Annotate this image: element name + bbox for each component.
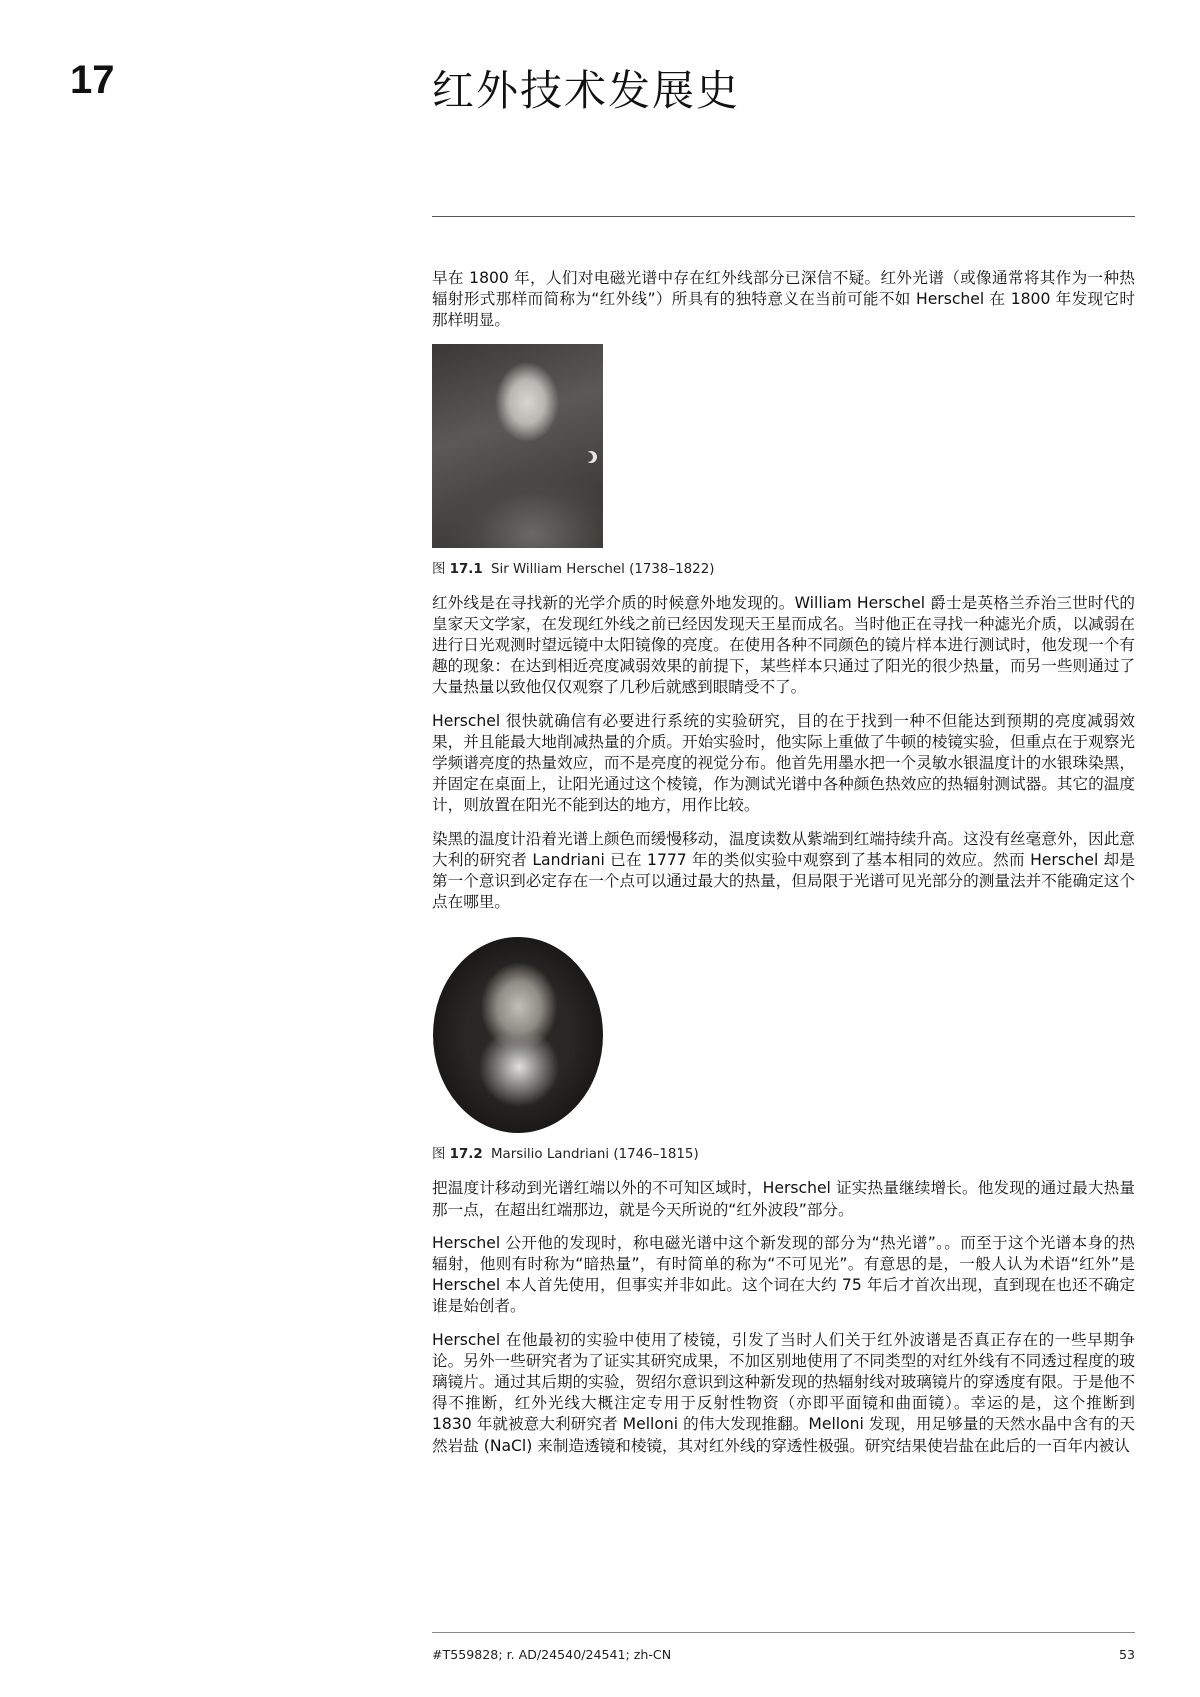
page-number: 53	[1118, 1647, 1135, 1662]
paragraph-intro: 早在 1800 年，人们对电磁光谱中存在红外线部分已深信不疑。红外光谱（或像通常将其作为一种热辐射形式那样而简称为“红外线”）所具有的独特意义在当前可能不如 Herschel 在 1800 年发现它时那样明显。	[432, 269, 1135, 330]
chapter-title: 红外技术发展史	[432, 66, 741, 115]
chapter-number: 17	[70, 58, 115, 102]
paragraph-thermometer: 染黑的温度计沿着光谱上颜色而缓慢移动，温度读数从紫端到红端持续升高。这没有丝毫意外，因此意大利的研究者 Landriani 已在 1777 年的类似实验中观察到了基本相同的效应。然而 Herschel 却是第一个意识到必定存在一个点可以通过最大的热量，但局限于光谱可见光部分的测量法并不能确定这个点在哪里。	[432, 829, 1135, 912]
figure-caption-1	[432, 561, 1135, 579]
figure-caption-text: Marsilio Landriani (1746–1815)	[490, 1147, 699, 1163]
title-divider	[432, 216, 1135, 217]
figure-number: 17.2	[449, 1147, 483, 1163]
footer-document-id: #T559828; r. AD/24540/24541; zh-CN	[432, 1647, 672, 1662]
portrait-herschel-image	[432, 344, 603, 548]
paragraph-prism-debate: Herschel 在他最初的实验中使用了棱镜，引发了当时人们关于红外波谱是否真正存在的一些早期争论。另外一些研究者为了证实其研究成果，不加区别地使用了不同类型的对红外线有不同透过程度的玻璃镜片。通过其后期的实验，贺绍尔意识到这种新发现的热辐射线对玻璃镜片的穿透度有限。于是他不得不推断，红外光线大概注定专用于反射性物资（亦即平面镜和曲面镜）。幸运的是，这个推断到 1830 年就被意大利研究者 Melloni 的伟大发现推翻。Melloni 发现，用足够量的天然水晶中含有的天然岩盐 (NaCl) 来制造透镜和棱镜，其对红外线的穿透性极强。研究结果使岩盐在此后的一百年内被认	[432, 1330, 1135, 1455]
figure-landriani	[432, 937, 1135, 1164]
footer-divider	[432, 1632, 1135, 1633]
portrait-landriani-image	[433, 937, 603, 1133]
figure-number: 17.1	[449, 561, 483, 577]
figure-label-prefix: 图	[432, 1147, 446, 1163]
figure-caption-text: Sir William Herschel (1738–1822)	[490, 561, 715, 577]
figure-caption-2	[432, 1146, 1135, 1164]
figure-label-prefix: 图	[432, 561, 446, 577]
paragraph-beyond-red: 把温度计移动到光谱红端以外的不可知区域时，Herschel 证实热量继续增长。他发现的通过最大热量那一点，在超出红端那边，就是今天所说的“红外波段”部分。	[432, 1179, 1135, 1219]
paragraph-terminology: Herschel 公开他的发现时，称电磁光谱中这个新发现的部分为“热光谱”。。而至于这个光谱本身的热辐射，他则有时称为“暗热量”，有时简单的称为“不可见光”。有意思的是，一般人认为术语“红外”是 Herschel 本人首先使用，但事实并非如此。这个词在大约 75 年后才首次出现，直到现在也还不确定谁是始创者。	[432, 1233, 1135, 1316]
main-content	[432, 268, 1135, 1469]
paragraph-experiment: Herschel 很快就确信有必要进行系统的实验研究，目的在于找到一种不但能达到预期的亮度减弱效果，并且能最大地削减热量的介质。开始实验时，他实际上重做了牛顿的棱镜实验，但重点在于观察光学频谱亮度的热量效应，而不是亮度的视觉分布。他首先用墨水把一个灵敏水银温度计的水银珠染黑，并固定在桌面上，让阳光通过这个棱镜，作为测试光谱中各种颜色热效应的热辐射测试器。其它的温度计，则放置在阳光不能到达的地方，用作比较。	[432, 711, 1135, 815]
figure-herschel	[432, 344, 1135, 579]
crescent-moon-icon	[583, 452, 593, 462]
paragraph-discovery: 红外线是在寻找新的光学介质的时候意外地发现的。William Herschel 爵士是英格兰乔治三世时代的皇家天文学家，在发现红外线之前已经因发现天王星而成名。当时他正在寻找一种滤光介质，以减弱在进行日光观测时望远镜中太阳镜像的亮度。在使用各种不同颜色的镜片样本进行测试时，他发现一个有趣的现象：在达到相近亮度减弱效果的前提下，某些样本只通过了阳光的很少热量，而另一些则通过了大量热量以致他仅仅观察了几秒后就感到眼睛受不了。	[432, 593, 1135, 697]
